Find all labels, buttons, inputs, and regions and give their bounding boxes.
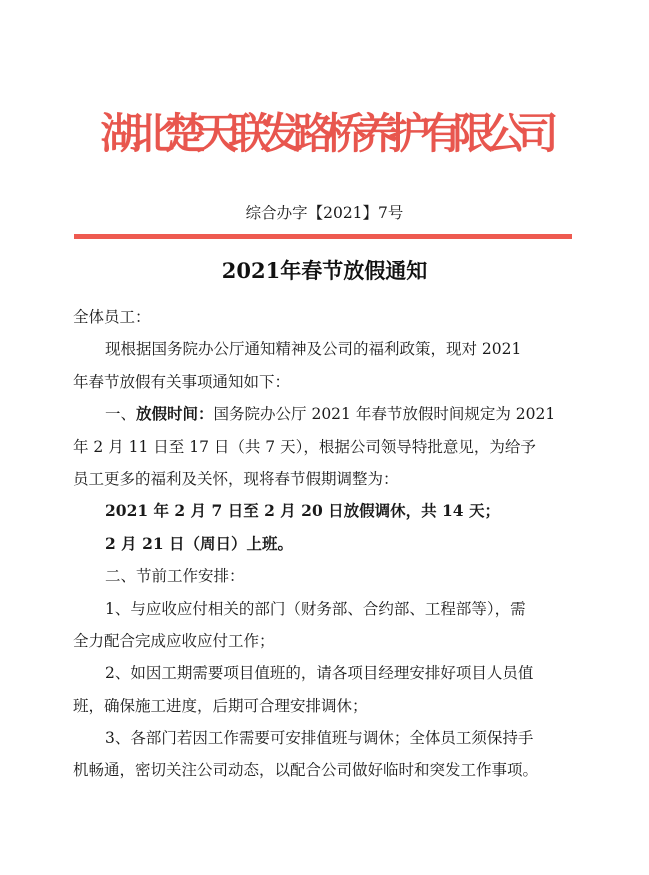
return-date: 2 月 21 日（周日）上班。	[105, 533, 294, 553]
notice-body	[73, 301, 583, 787]
section-2-item-line: 全力配合完成应收应付工作；	[73, 631, 275, 650]
section-2-item-line: 机畅通，密切关注公司动态，以配合公司做好临时和突发工作事项。	[73, 761, 539, 780]
section-2-item-line: 班，确保施工进度，后期可合理安排调休；	[73, 696, 368, 715]
section-1-line: 员工更多的福利及关怀，现将春节假期调整为：	[73, 469, 399, 488]
section-1-text: 国务院办公厅 2021 年春节放假时间规定为 2021	[213, 405, 556, 424]
section-2-item-line: 1、与应收应付相关的部门（财务部、合约部、工程部等），需	[105, 599, 526, 618]
holiday-range: 2021 年 2 月 7 日至 2 月 20 日放假调休，共 14 天；	[105, 501, 500, 521]
intro-paragraph-line: 现根据国务院办公厅通知精神及公司的福利政策，现对 2021	[105, 340, 522, 359]
section-1-number: 一、	[105, 405, 137, 424]
letterhead-divider	[74, 234, 572, 239]
salutation: 全体员工：	[73, 308, 151, 326]
section-2-heading: 二、节前工作安排：	[105, 567, 245, 586]
document-number: 综合办字【2021】7号	[245, 204, 404, 222]
section-2-item-line: 3、各部门若因工作需要可安排值班与调休；全体员工须保持手	[105, 729, 534, 748]
section-2-item-line: 2、如因工期需要项目值班的，请各项目经理安排好项目人员值	[105, 664, 534, 683]
section-1-line: 年 2 月 11 日至 17 日（共 7 天），根据公司领导特批意见，为给予	[73, 437, 536, 456]
section-1-label: 放假时间：	[136, 404, 214, 424]
notice-title: 2021年春节放假通知	[221, 258, 428, 283]
company-letterhead: 湖北楚天联发路桥养护有限公司	[100, 109, 549, 158]
section-1-line	[73, 398, 583, 430]
intro-paragraph-line: 年春节放假有关事项通知如下：	[73, 372, 291, 391]
